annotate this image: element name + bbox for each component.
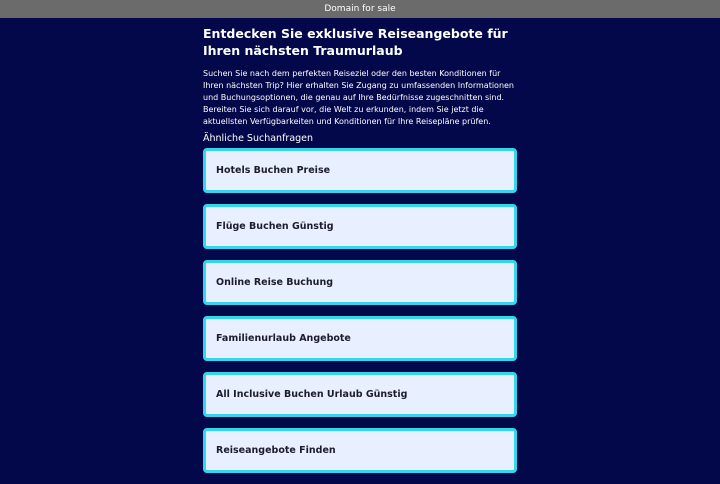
related-search-label: Reiseangebote Finden xyxy=(216,445,336,456)
related-search-button-reiseangebote-finden[interactable] xyxy=(203,428,517,473)
page-title: Entdecken Sie exklusive Reiseangebote für Ihren nächsten Traumurlaub xyxy=(203,26,508,58)
domain-for-sale-label[interactable]: Domain for sale xyxy=(324,4,396,14)
related-searches-heading: Ähnliche Suchanfragen xyxy=(203,133,314,144)
domain-for-sale-banner[interactable] xyxy=(0,0,720,18)
related-search-button-all-inclusive[interactable] xyxy=(203,372,517,417)
related-search-button-hotels-buchen-preise[interactable] xyxy=(203,148,517,193)
related-search-button-familienurlaub-angebote[interactable] xyxy=(203,316,517,361)
related-search-label: All Inclusive Buchen Urlaub Günstig xyxy=(216,389,408,400)
related-search-label: Online Reise Buchung xyxy=(216,277,334,288)
related-search-label: Familienurlaub Angebote xyxy=(216,333,351,344)
related-searches-list xyxy=(203,148,517,484)
related-search-button-online-reise-buchung[interactable] xyxy=(203,260,517,305)
related-search-label: Flüge Buchen Günstig xyxy=(216,221,334,232)
intro-paragraph: Suchen Sie nach dem perfekten Reiseziel oder den besten Konditionen für Ihren nächsten Trip? Hier erhalten Sie Zugang zu umfassenden Informationen und Buchungsoptionen, die genau auf Ihre Bedürfnisse zugeschnitten sind. Bereiten Sie sich darauf vor, die Welt zu erkunden, indem Sie jetzt die aktuellsten Verfügbarkeiten und Konditionen für Ihre Reisepläne prüfen. xyxy=(203,69,515,126)
intro-section xyxy=(203,25,518,145)
related-search-label: Hotels Buchen Preise xyxy=(216,165,331,176)
related-search-button-fluege-buchen-guenstig[interactable] xyxy=(203,204,517,249)
